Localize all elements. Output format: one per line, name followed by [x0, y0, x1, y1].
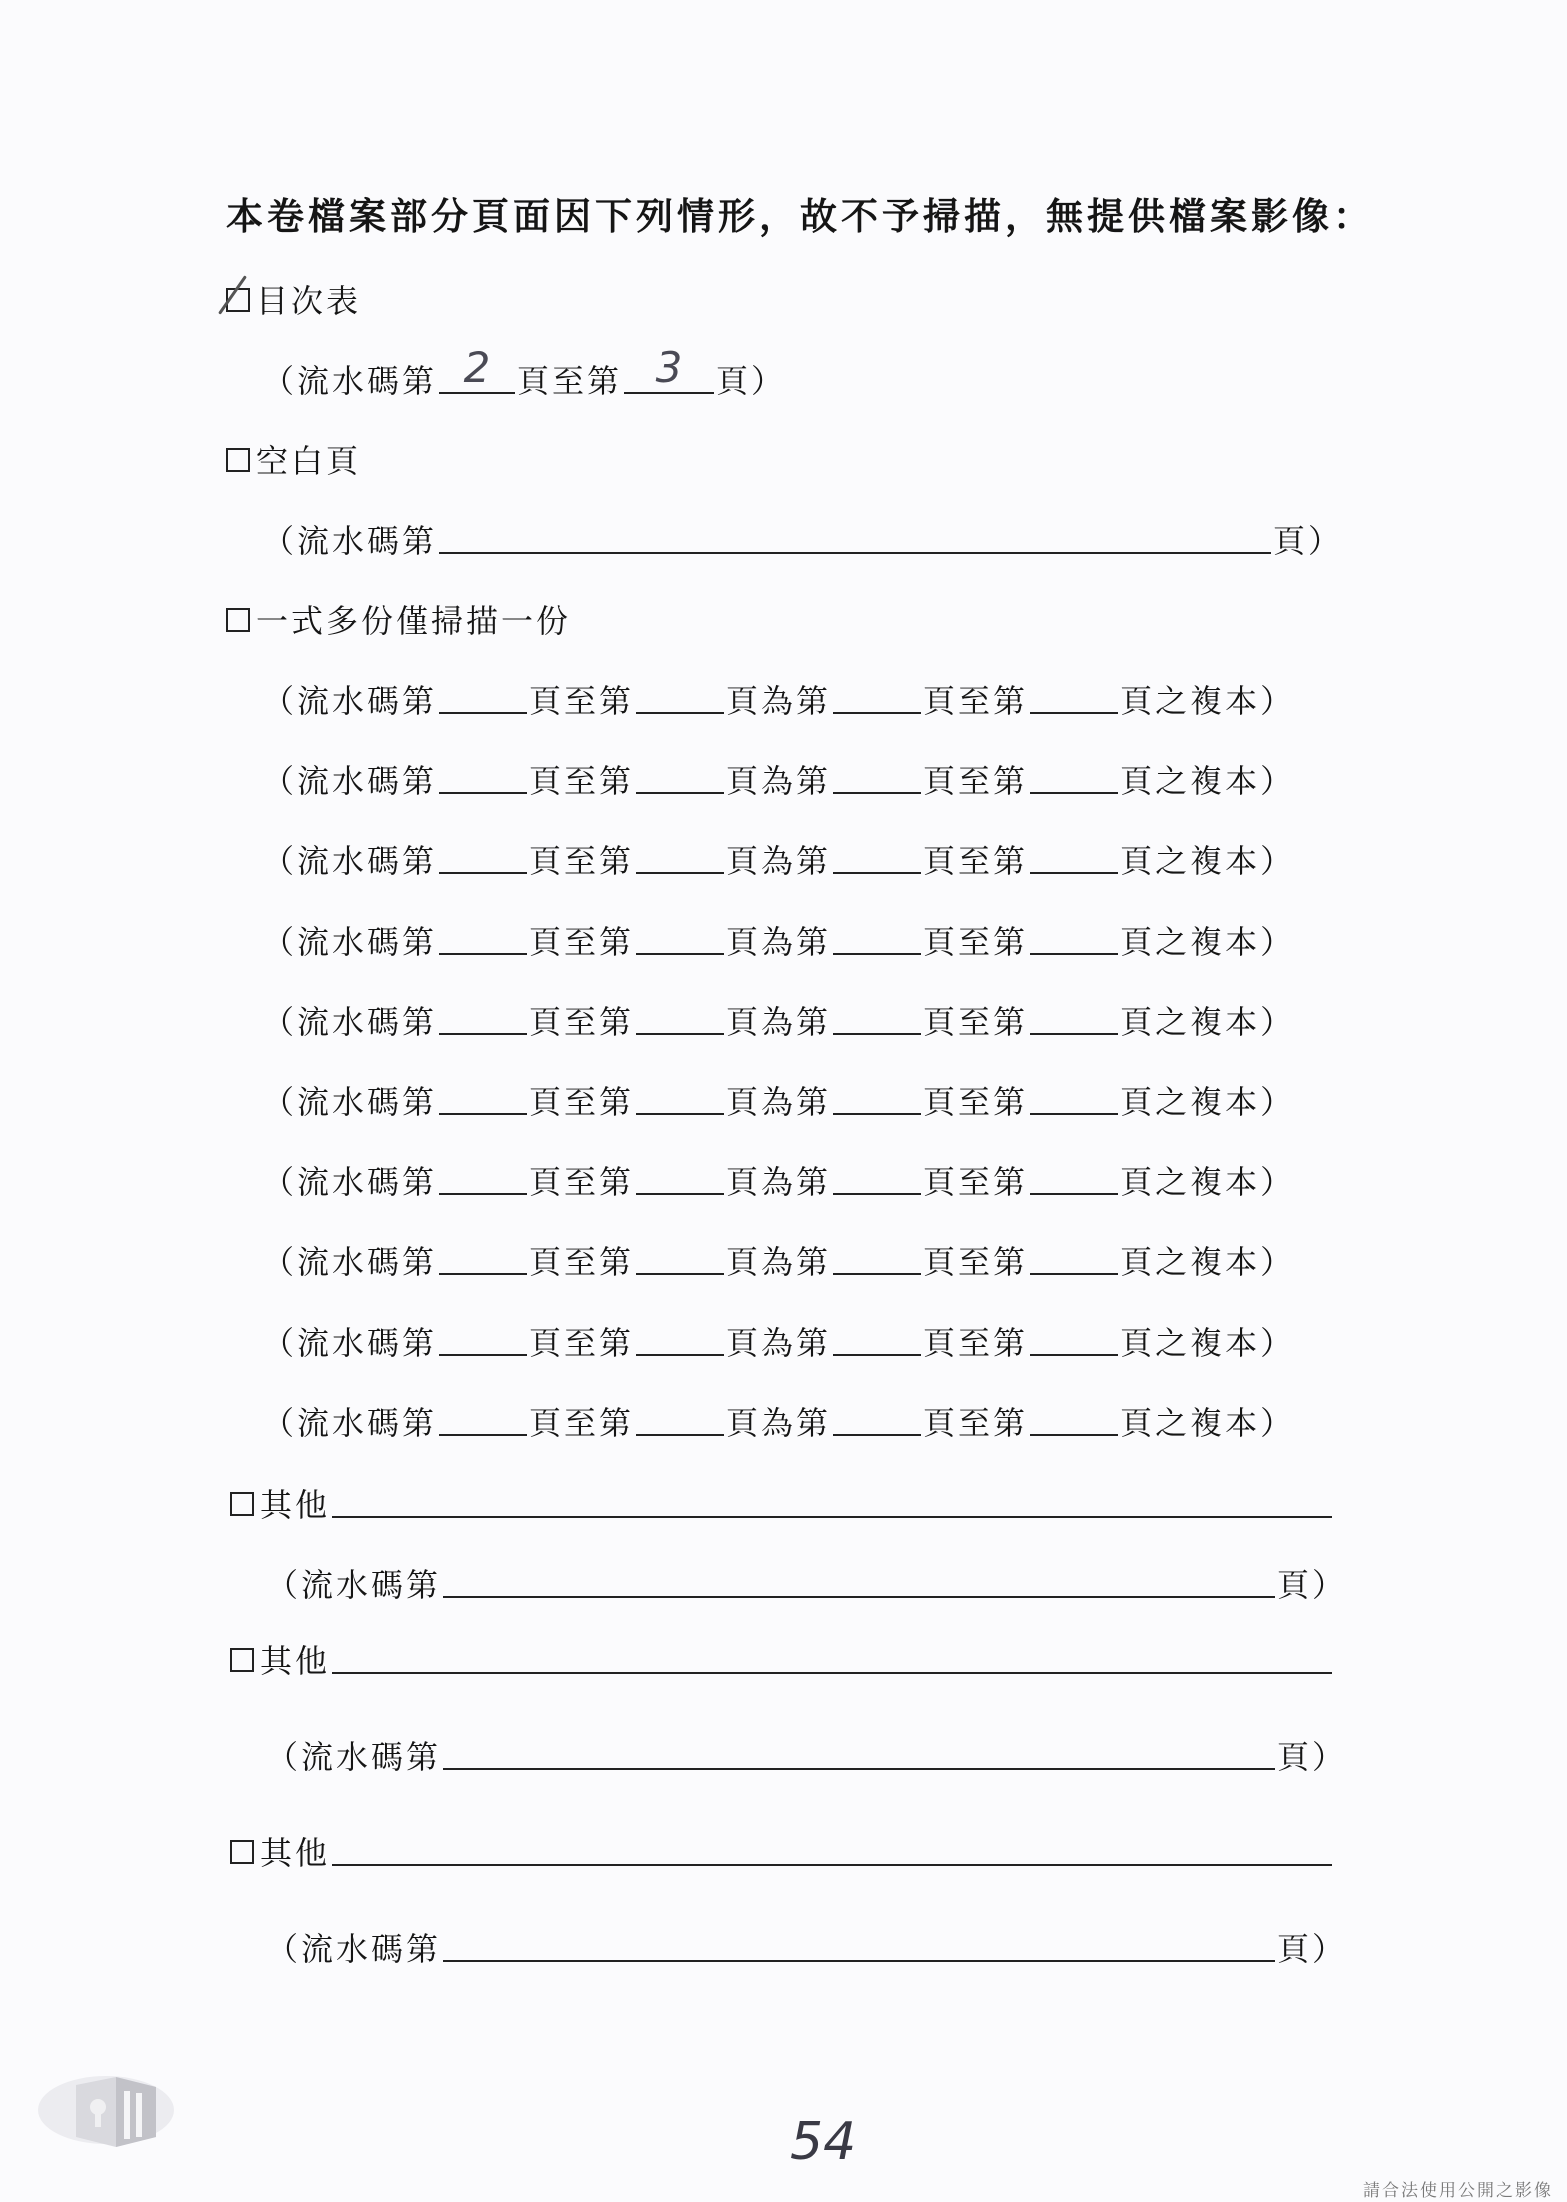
- multi-copy-text-4: 頁至第: [923, 1163, 1029, 1202]
- other-line-1: [266, 1554, 1347, 1606]
- usage-notice: 請合法使用公開之影像: [1363, 2181, 1553, 2201]
- other-suffix-3: 頁）: [1277, 1930, 1348, 1968]
- multi-copy-text-3: 頁為第: [726, 922, 832, 961]
- multi-copy-line-4: [262, 911, 1295, 963]
- multi-copy-field-3[interactable]: [833, 993, 921, 1035]
- multi-copy-line-7: [262, 1151, 1295, 1203]
- multi-copy-field-3[interactable]: [833, 1394, 921, 1436]
- multi-copy-field-1[interactable]: [439, 672, 527, 714]
- other-label-3: 其他: [260, 1834, 331, 1872]
- blank-page-line: [262, 510, 1343, 562]
- multi-copy-field-1[interactable]: [439, 752, 527, 794]
- multi-copy-text-2: 頁至第: [529, 762, 635, 801]
- other-description-field-3[interactable]: [332, 1824, 1332, 1866]
- other-label-1: 其他: [260, 1486, 331, 1524]
- multi-copy-line-8: [262, 1231, 1295, 1283]
- toc-prefix: （流水碼第: [262, 362, 438, 400]
- multi-copy-checkbox-row: [226, 590, 571, 642]
- multi-copy-text-4: 頁至第: [923, 1083, 1029, 1121]
- multi-copy-text-3: 頁為第: [726, 1002, 832, 1041]
- toc-to-field[interactable]: [624, 343, 714, 394]
- multi-copy-text-1: （流水碼第: [262, 1403, 438, 1442]
- multi-copy-field-4[interactable]: [1030, 672, 1118, 714]
- multi-copy-line-6: [262, 1071, 1295, 1123]
- multi-copy-field-4[interactable]: [1030, 1314, 1118, 1356]
- multi-copy-line-1: [262, 670, 1295, 722]
- multi-copy-field-1[interactable]: [439, 1394, 527, 1436]
- multi-copy-text-4: 頁至第: [923, 1323, 1029, 1362]
- multi-copy-field-2[interactable]: [636, 1233, 724, 1275]
- multi-copy-field-1[interactable]: [439, 993, 527, 1035]
- multi-copy-field-2[interactable]: [636, 1073, 724, 1115]
- multi-copy-field-2[interactable]: [636, 993, 724, 1035]
- toc-from-value: 2: [463, 343, 491, 392]
- multi-copy-field-1[interactable]: [439, 1153, 527, 1195]
- multi-copy-field-3[interactable]: [833, 913, 921, 955]
- multi-copy-text-2: 頁至第: [529, 1403, 635, 1442]
- other-checkbox-3[interactable]: [230, 1840, 254, 1864]
- other-page-field-1[interactable]: [443, 1556, 1275, 1598]
- multi-copy-text-3: 頁為第: [726, 1163, 832, 1202]
- multi-copy-text-4: 頁至第: [923, 842, 1029, 881]
- multi-copy-field-1[interactable]: [439, 1314, 527, 1356]
- multi-copy-text-2: 頁至第: [529, 1002, 635, 1041]
- blank-page-checkbox[interactable]: [226, 448, 250, 472]
- multi-copy-field-3[interactable]: [833, 752, 921, 794]
- check-mark-icon: [218, 275, 247, 314]
- multi-copy-text-5: 頁之複本）: [1120, 682, 1296, 720]
- multi-copy-text-4: 頁至第: [923, 1243, 1029, 1282]
- multi-copy-label: 一式多份僅掃描一份: [256, 602, 572, 640]
- multi-copy-text-3: 頁為第: [726, 1403, 832, 1442]
- multi-copy-field-2[interactable]: [636, 752, 724, 794]
- multi-copy-field-2[interactable]: [636, 1153, 724, 1195]
- other-prefix-3: （流水碼第: [266, 1930, 442, 1968]
- multi-copy-text-1: （流水碼第: [262, 682, 438, 720]
- multi-copy-field-1[interactable]: [439, 1073, 527, 1115]
- multi-copy-checkbox[interactable]: [226, 608, 250, 632]
- multi-copy-field-2[interactable]: [636, 1394, 724, 1436]
- toc-from-field[interactable]: [439, 343, 515, 394]
- multi-copy-text-2: 頁至第: [529, 842, 635, 881]
- multi-copy-field-4[interactable]: [1030, 913, 1118, 955]
- page-number: 54: [790, 2112, 857, 2172]
- other-checkbox-row-3: [230, 1822, 1334, 1874]
- multi-copy-text-1: （流水碼第: [262, 1163, 438, 1202]
- multi-copy-text-2: 頁至第: [529, 922, 635, 961]
- multi-copy-line-10: [262, 1392, 1295, 1444]
- other-prefix-1: （流水碼第: [266, 1566, 442, 1604]
- multi-copy-field-4[interactable]: [1030, 1153, 1118, 1195]
- multi-copy-text-5: 頁之複本）: [1120, 922, 1296, 961]
- other-page-field-2[interactable]: [443, 1728, 1275, 1770]
- other-checkbox-row-2: [230, 1630, 1334, 1682]
- multi-copy-field-4[interactable]: [1030, 1233, 1118, 1275]
- toc-label: 目次表: [256, 282, 362, 320]
- blank-page-label: 空白頁: [256, 442, 362, 480]
- blank-page-field[interactable]: [439, 512, 1271, 554]
- multi-copy-text-5: 頁之複本）: [1120, 1323, 1296, 1362]
- multi-copy-text-1: （流水碼第: [262, 1323, 438, 1362]
- multi-copy-text-2: 頁至第: [529, 1163, 635, 1202]
- multi-copy-field-3[interactable]: [833, 1153, 921, 1195]
- multi-copy-text-3: 頁為第: [726, 1323, 832, 1362]
- toc-checkbox-row: [226, 270, 361, 322]
- multi-copy-text-5: 頁之複本）: [1120, 1243, 1296, 1282]
- multi-copy-text-5: 頁之複本）: [1120, 1083, 1296, 1121]
- multi-copy-text-1: （流水碼第: [262, 842, 438, 881]
- multi-copy-field-4[interactable]: [1030, 832, 1118, 874]
- multi-copy-text-4: 頁至第: [923, 762, 1029, 801]
- multi-copy-text-3: 頁為第: [726, 1243, 832, 1282]
- multi-copy-line-9: [262, 1312, 1295, 1364]
- multi-copy-field-3[interactable]: [833, 1233, 921, 1275]
- multi-copy-text-4: 頁至第: [923, 922, 1029, 961]
- multi-copy-field-2[interactable]: [636, 832, 724, 874]
- multi-copy-text-3: 頁為第: [726, 682, 832, 720]
- blank-page-checkbox-row: [226, 430, 361, 482]
- multi-copy-field-3[interactable]: [833, 672, 921, 714]
- multi-copy-line-3: [262, 830, 1295, 882]
- multi-copy-text-2: 頁至第: [529, 1323, 635, 1362]
- multi-copy-field-2[interactable]: [636, 913, 724, 955]
- multi-copy-field-3[interactable]: [833, 1314, 921, 1356]
- multi-copy-text-3: 頁為第: [726, 1083, 832, 1121]
- other-description-field-2[interactable]: [332, 1632, 1332, 1674]
- multi-copy-line-2: [262, 750, 1295, 802]
- multi-copy-text-3: 頁為第: [726, 762, 832, 801]
- multi-copy-field-4[interactable]: [1030, 1073, 1118, 1115]
- multi-copy-text-2: 頁至第: [529, 1083, 635, 1121]
- toc-checkbox[interactable]: [226, 288, 250, 312]
- toc-suffix: 頁）: [716, 362, 787, 400]
- other-page-field-3[interactable]: [443, 1920, 1275, 1962]
- multi-copy-line-5: [262, 991, 1295, 1043]
- multi-copy-text-3: 頁為第: [726, 842, 832, 881]
- toc-range-line: [262, 343, 787, 402]
- toc-mid: 頁至第: [517, 362, 623, 400]
- multi-copy-field-3[interactable]: [833, 1073, 921, 1115]
- blank-prefix: （流水碼第: [262, 522, 438, 560]
- multi-copy-field-4[interactable]: [1030, 993, 1118, 1035]
- multi-copy-text-4: 頁至第: [923, 1002, 1029, 1041]
- other-checkbox-1[interactable]: [230, 1492, 254, 1516]
- multi-copy-field-1[interactable]: [439, 1233, 527, 1275]
- multi-copy-field-2[interactable]: [636, 672, 724, 714]
- other-description-field-1[interactable]: [332, 1476, 1332, 1518]
- multi-copy-text-1: （流水碼第: [262, 922, 438, 961]
- other-label-2: 其他: [260, 1642, 331, 1680]
- multi-copy-text-1: （流水碼第: [262, 1083, 438, 1121]
- other-prefix-2: （流水碼第: [266, 1738, 442, 1776]
- multi-copy-field-4[interactable]: [1030, 1394, 1118, 1436]
- other-suffix-1: 頁）: [1277, 1566, 1348, 1604]
- multi-copy-field-4[interactable]: [1030, 752, 1118, 794]
- other-checkbox-row-1: [230, 1474, 1334, 1526]
- multi-copy-text-4: 頁至第: [923, 1403, 1029, 1442]
- other-line-2: [266, 1726, 1347, 1778]
- other-suffix-2: 頁）: [1277, 1738, 1348, 1776]
- other-checkbox-2[interactable]: [230, 1648, 254, 1672]
- multi-copy-text-2: 頁至第: [529, 682, 635, 720]
- multi-copy-text-4: 頁至第: [923, 682, 1029, 720]
- archive-seal-icon: [36, 2055, 176, 2155]
- blank-suffix: 頁）: [1273, 522, 1344, 560]
- multi-copy-text-5: 頁之複本）: [1120, 842, 1296, 881]
- multi-copy-text-2: 頁至第: [529, 1243, 635, 1282]
- multi-copy-field-1[interactable]: [439, 913, 527, 955]
- multi-copy-field-3[interactable]: [833, 832, 921, 874]
- multi-copy-text-5: 頁之複本）: [1120, 1002, 1296, 1041]
- multi-copy-field-1[interactable]: [439, 832, 527, 874]
- multi-copy-text-5: 頁之複本）: [1120, 762, 1296, 801]
- toc-to-value: 3: [655, 343, 683, 392]
- multi-copy-text-1: （流水碼第: [262, 1002, 438, 1041]
- multi-copy-field-2[interactable]: [636, 1314, 724, 1356]
- multi-copy-text-5: 頁之複本）: [1120, 1163, 1296, 1202]
- other-line-3: [266, 1918, 1347, 1970]
- multi-copy-text-1: （流水碼第: [262, 1243, 438, 1282]
- multi-copy-text-1: （流水碼第: [262, 762, 438, 801]
- multi-copy-text-5: 頁之複本）: [1120, 1403, 1296, 1442]
- page-heading: 本卷檔案部分頁面因下列情形，故不予掃描，無提供檔案影像：: [226, 195, 1374, 238]
